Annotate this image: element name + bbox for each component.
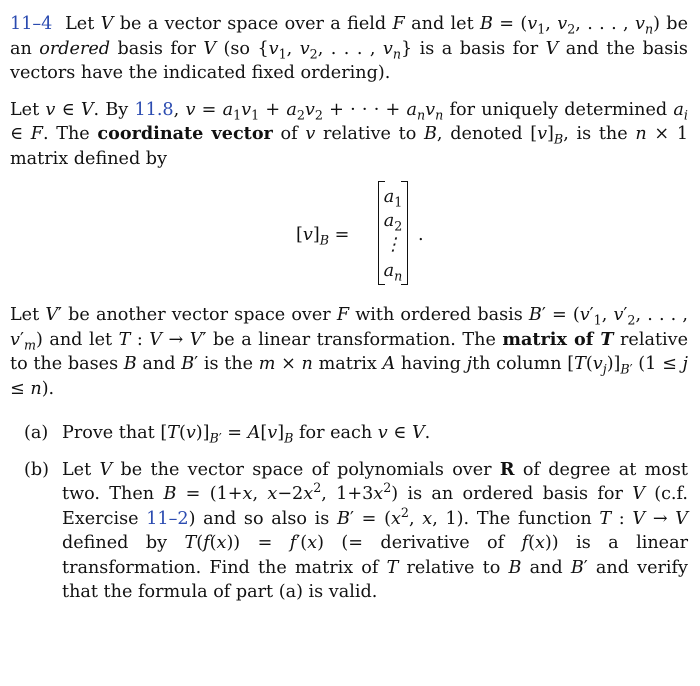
coordinate-vector-definition: Let v ∈ V. By 11.8, $v = a_1v_1 + a_2v_2$ + · · · + $a_nv_n$ for uniquely determined $a_i$ ∈ F. The coordinate vector of v relative to B, denoted $[v]_B$, is the n × 1 matrix defined by bbox=[10, 99, 689, 169]
reference-11-2[interactable]: 11–2 bbox=[146, 508, 189, 529]
matrix-entry: $a_n$ bbox=[383, 261, 403, 284]
term-matrix-of-t: matrix of T bbox=[502, 328, 614, 350]
part-b: (b) Let V be the vector space of polynomials over R of degree at most two. Then B = (1+x, $x-2x^2$, $1+3x^2$) is an ordered basis for V (c.f. Exercise 11–2) and so also is $B' = (x^2$, x, 1). The function T : V → V defined by T(f(x)) = f′(x) (= derivative of f(x)) is a linear transformation. Find the matrix of T relative to B and B′ and verify that the formula of part (a) is valid. bbox=[24, 458, 688, 602]
display-period: . bbox=[418, 225, 424, 245]
part-a: (a) Prove that $[T(v)]_{B'} = A[v]_B$ for each v ∈ V. bbox=[24, 423, 431, 446]
matrix-of-transformation-definition: Let V′ be another vector space over F with ordered basis $B' = (v'_1$, $v'_2$, . . . , $v'_m$) and let T : V → V′ be a linear transformation. The matrix of T relative to the bases B and B′ is the m × n matrix A having jth column $[T(v_j)]_{B'}$ (1 ≤ j ≤ n). bbox=[10, 305, 688, 399]
part-a-label: (a) bbox=[24, 423, 49, 443]
matrix-entry: ⋮ bbox=[384, 235, 402, 255]
exercise-number[interactable]: 11–4 bbox=[10, 14, 53, 34]
matrix-entry: $a_1$ bbox=[383, 187, 403, 210]
term-coordinate-vector: coordinate vector bbox=[97, 123, 273, 144]
matrix-entry: $a_2$ bbox=[383, 211, 403, 234]
coordinate-vector-display bbox=[10, 181, 688, 289]
coordinate-vector-symbol: $[v]_B$ = bbox=[296, 225, 350, 248]
exercise-intro: 11–4 Let V be a vector space over a field F and let $B = (v_1$, $v_2$, . . . , $v_n$) be an ordered basis for V (so {$v_1$, $v_2$, . . . , $v_n$} is a basis for V and the basis vectors have the indicated fixed ordering). bbox=[10, 14, 688, 83]
reference-11-8[interactable]: 11.8 bbox=[134, 99, 174, 120]
column-matrix bbox=[378, 181, 408, 285]
part-b-label: (b) bbox=[24, 459, 49, 480]
